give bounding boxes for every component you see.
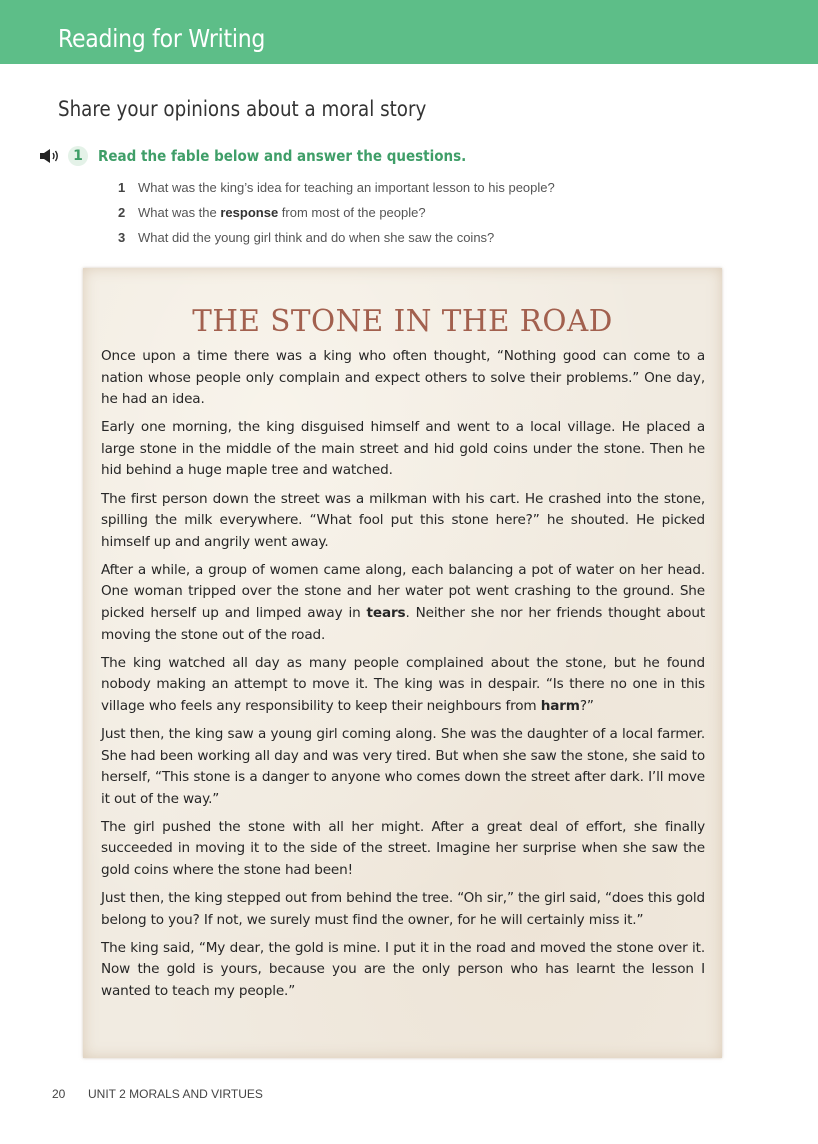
story-paragraph: Just then, the king stepped out from behind the tree. “Oh sir,” the girl said, “does this gold belong to you? If not, we surely must find the owner, for he will certainly miss it.”	[101, 890, 705, 928]
story-title: THE STONE IN THE ROAD	[192, 304, 613, 339]
lesson-subtitle: Share your opinions about a moral story	[58, 97, 427, 121]
story-paragraph: The king said, “My dear, the gold is mine. I put it in the road and moved the stone over it. Now the gold is yours, because you are the only person who has learnt the lesson I wanted to teach my people.”	[101, 939, 705, 1000]
question-number: 2	[118, 205, 126, 220]
story-paragraph: Early one morning, the king disguised himself and went to a local village. He placed a large stone in the middle of the main street and hid gold coins under the stone. Then he hid behind a huge maple tree and watched.	[101, 419, 705, 479]
section-title: Reading for Writing	[58, 24, 266, 53]
story-paragraph: The first person down the street was a milkman with his cart. He crashed into the stone, spilling the milk everywhere. “What fool put this stone here?” he shouted. He picked himself up and angrily went away.	[101, 490, 705, 550]
task-number-badge: 1	[68, 146, 88, 166]
question-item	[118, 230, 555, 255]
page-footer	[52, 1087, 263, 1101]
question-text: What was the response from most of the people?	[138, 205, 426, 220]
section-header-bar	[0, 0, 818, 64]
story-paragraph: Once upon a time there was a king who often thought, “Nothing good can come to a nation whose people only complain and expect others to solve their problems.” One day, he had an idea.	[101, 348, 705, 408]
question-number: 1	[118, 180, 126, 195]
story-paragraph: Just then, the king saw a young girl coming along. She was the daughter of a local farmer. She had been working all day and was very tired. But when she saw the stone, she said to herself, “This stone is a danger to anyone who comes down the street after dark. I’ll move it out of the way.”	[101, 726, 705, 807]
story-parchment-panel	[83, 268, 722, 1058]
question-text: What was the king’s idea for teaching an important lesson to his people?	[138, 180, 555, 195]
question-item	[118, 180, 555, 205]
unit-label: UNIT 2 MORALS AND VIRTUES	[88, 1087, 263, 1101]
story-paragraph: After a while, a group of women came along, each balancing a pot of water on her head. One woman tripped over the stone and her water pot went crashing to the ground. She picked herself up and limped away in tears. Neither she nor her friends thought about moving the stone out of the road.	[101, 561, 705, 643]
speaker-icon[interactable]	[40, 149, 62, 163]
task-instruction: Read the fable below and answer the questions.	[98, 147, 467, 165]
story-body	[101, 346, 705, 1009]
page-number: 20	[52, 1087, 66, 1101]
question-number: 3	[118, 230, 126, 245]
question-list	[118, 180, 555, 255]
story-paragraph: The king watched all day as many people complained about the stone, but he found nobody making an attempt to move it. The king was in despair. “Is there no one in this village who feels any responsibility to keep their neighbours from harm?”	[101, 654, 705, 714]
question-item	[118, 205, 555, 230]
task-instruction-row	[40, 145, 507, 167]
story-paragraph: The girl pushed the stone with all her might. After a great deal of effort, she finally succeeded in moving it to the side of the street. Imagine her surprise when she saw the gold coins where the stone had been!	[101, 818, 705, 879]
question-text: What did the young girl think and do when she saw the coins?	[138, 230, 495, 245]
